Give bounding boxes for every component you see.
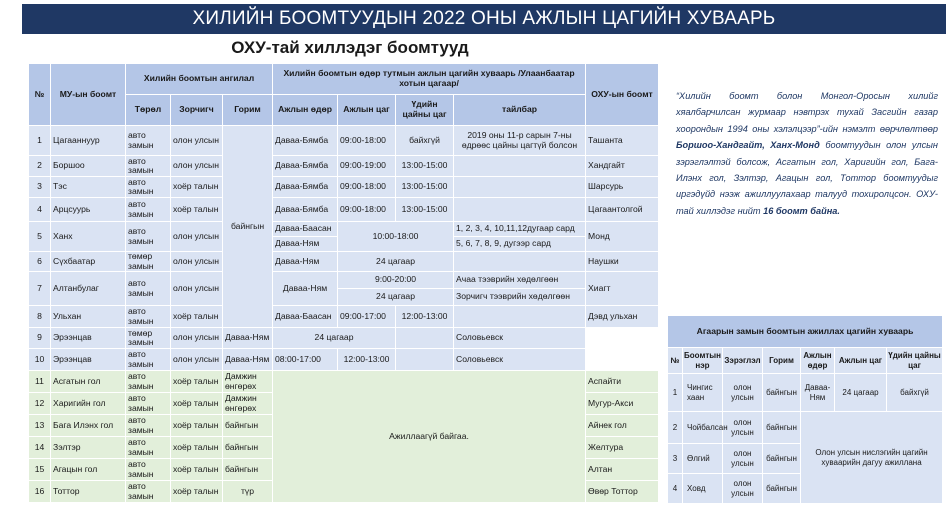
air-row-lunch: байхгүй <box>887 374 943 412</box>
row-days: Даваа-Бямба <box>273 198 338 222</box>
row-port: Агацын гол <box>51 459 126 481</box>
row-russia-port: Соловьевск <box>454 349 586 371</box>
row-russia-port: Өвөр Тоттор <box>586 481 659 503</box>
row-type: авто замын <box>126 415 171 437</box>
row-hours: 09:00-17:00 <box>338 306 396 328</box>
row-note <box>454 177 586 198</box>
table-row <box>29 156 659 177</box>
row-no: 3 <box>29 177 51 198</box>
header-work-days: Ажлын өдөр <box>273 95 338 126</box>
table-row <box>29 328 659 349</box>
row-hours: 09:00-18:00 <box>338 198 396 222</box>
row-note <box>454 198 586 222</box>
description-text: “Хилийн боомт болон Монгол-Оросын хилийг хяалбарчилсан журмаар нэвтрэх тухай Засгийн газар хоорондын 1994 оны хэлэлцээр”-ийн нэмэлт өөрчлөлтөөр <box>676 91 938 134</box>
row-note <box>454 306 586 328</box>
row-regime: Дамжин өнгөрөх <box>223 371 273 393</box>
row-no: 4 <box>29 198 51 222</box>
description-bold-total: 16 боомт байна. <box>763 205 840 216</box>
row-traffic: олон улсын <box>171 349 223 371</box>
row-regime: Дамжин өнгөрөх <box>223 393 273 415</box>
row-traffic: олон улсын <box>171 222 223 252</box>
row-days: Даваа-Ням <box>273 237 338 252</box>
row-type: авто замын <box>126 371 171 393</box>
air-row-no: 3 <box>668 444 683 474</box>
row-type: авто замын <box>126 306 171 328</box>
row-traffic: олон улсын <box>171 272 223 306</box>
row-days: Даваа-Ням <box>223 349 273 371</box>
air-row-traffic: олон улсын <box>723 412 763 444</box>
row-type: төмөр замын <box>126 328 171 349</box>
row-days: Даваа-Ням <box>223 328 273 349</box>
header-note: тайлбар <box>454 95 586 126</box>
row-lunch: 13:00-15:00 <box>396 156 454 177</box>
row-traffic: хоёр талын <box>171 198 223 222</box>
row-lunch: 12:00-13:00 <box>396 306 454 328</box>
row-type: төмөр замын <box>126 252 171 272</box>
row-hours: 09:00-18:00 <box>338 126 396 156</box>
row-lunch: 13:00-15:00 <box>396 177 454 198</box>
row-type: авто замын <box>126 156 171 177</box>
section-subtitle: ОХУ-тай хиллэдэг боомтууд <box>231 38 469 57</box>
row-port: Эрээнцав <box>51 328 126 349</box>
row-lunch: байхгүй <box>396 126 454 156</box>
row-russia-port: Шарсурь <box>586 177 659 198</box>
row-days: Даваа-Ням <box>273 252 338 272</box>
row-port: Арцсуурь <box>51 198 126 222</box>
air-header-hours: Ажлын цаг <box>835 348 887 374</box>
row-days: Даваа-Бямба <box>273 126 338 156</box>
row-traffic: олон улсын <box>171 328 223 349</box>
row-port: Боршоо <box>51 156 126 177</box>
row-note <box>454 156 586 177</box>
row-hours: 24 цагаар <box>338 289 454 306</box>
row-type: авто замын <box>126 459 171 481</box>
row-regime: түр <box>223 481 273 503</box>
row-port: Асгатын гол <box>51 371 126 393</box>
row-no: 7 <box>29 272 51 306</box>
row-type: авто замын <box>126 272 171 306</box>
row-days: Даваа-Бямба <box>273 177 338 198</box>
row-traffic: олон улсын <box>171 252 223 272</box>
air-row-traffic: олон улсын <box>723 374 763 412</box>
row-no: 9 <box>29 328 51 349</box>
row-no: 11 <box>29 371 51 393</box>
row-no: 1 <box>29 126 51 156</box>
air-header-name: Боомтын нэр <box>683 348 723 374</box>
air-row-name: Өлгий <box>683 444 723 474</box>
row-type: авто замын <box>126 126 171 156</box>
air-table-title-row <box>668 316 943 348</box>
row-note: Ачаа тээврийн хөдөлгөөн <box>454 272 586 289</box>
row-hours: 08:00-17:00 <box>273 349 338 371</box>
row-traffic: хоёр талын <box>171 371 223 393</box>
air-table-title: Агаарын замын боомтын ажиллах цагийн хуваарь <box>668 316 943 348</box>
air-row-days: Даваа-Ням <box>801 374 835 412</box>
row-hours: 9:00-20:00 <box>338 272 454 289</box>
table-row <box>29 222 659 237</box>
row-russia-port: Мугур-Акси <box>586 393 659 415</box>
row-hours: 09:00-19:00 <box>338 156 396 177</box>
row-no: 2 <box>29 156 51 177</box>
russia-ports-table <box>28 63 659 503</box>
air-header-no: № <box>668 348 683 374</box>
row-type: авто замын <box>126 349 171 371</box>
row-port: Бага Илэнх гол <box>51 415 126 437</box>
row-traffic: хоёр талын <box>171 481 223 503</box>
row-type: авто замын <box>126 437 171 459</box>
air-row-hours: 24 цагаар <box>835 374 887 412</box>
air-row-regime: байнгын <box>763 412 801 444</box>
air-row-no: 4 <box>668 474 683 504</box>
header-port: МУ-ын боомт <box>51 64 126 126</box>
page-banner-title: ХИЛИЙН БООМТУУДЫН 2022 ОНЫ АЖЛЫН ЦАГИЙН ХУВААРЬ <box>22 4 946 34</box>
row-hours: 24 цагаар <box>338 252 454 272</box>
row-port: Ханх <box>51 222 126 252</box>
row-traffic: хоёр талын <box>171 437 223 459</box>
air-row-regime: байнгын <box>763 474 801 504</box>
table-header-row <box>29 64 659 95</box>
header-group-schedule: Хилийн боомтын өдөр тутмын ажлын цагийн хуваарь /Улаанбаатар хотын цагаар/ <box>273 64 586 95</box>
header-group-class: Хилийн боомтын ангилал <box>126 64 273 95</box>
row-hours: 24 цагаар <box>273 328 396 349</box>
row-no: 14 <box>29 437 51 459</box>
header-traffic: Зорчигч <box>171 95 223 126</box>
row-days: Даваа-Баасан <box>273 222 338 237</box>
air-row-name: Ховд <box>683 474 723 504</box>
row-russia-port: Желтура <box>586 437 659 459</box>
table-row <box>29 371 659 393</box>
header-type: Төрөл <box>126 95 171 126</box>
air-row-no: 2 <box>668 412 683 444</box>
row-russia-port: Соловьевск <box>454 328 586 349</box>
description-text: боомтуудын олон улсын зэрэглэлтэй болсож, Асгатын гол, Харигийн гол, Бага-Илэнх гол, Зэлтэр, Агацын гол, Тоттор боомтуудыг иргэдүйд нээж ажиллуулахаар талууд тохиролцсон. ОХУ-тай хиллэдэг нийт <box>676 140 938 216</box>
description-bold-ports: Боршоо-Хандгайт, Ханх-Монд <box>676 140 820 151</box>
row-russia-port: Ташанта <box>586 126 659 156</box>
row-regime: байнгын <box>223 415 273 437</box>
description-paragraph <box>676 88 938 219</box>
row-russia-port: Хиагт <box>586 272 659 306</box>
row-port: Харигийн гол <box>51 393 126 415</box>
table-row <box>29 126 659 156</box>
row-traffic: хоёр талын <box>171 177 223 198</box>
air-header-lunch: Үдийн цайны цаг <box>887 348 943 374</box>
air-merged-note: Олон улсын нислэгийн цагийн хуваарийн дагуу ажиллана <box>801 412 943 504</box>
row-russia-port: Цагаантолгой <box>586 198 659 222</box>
row-regime: байнгын <box>223 459 273 481</box>
row-regime: байнгын <box>223 437 273 459</box>
row-lunch: 13:00-15:00 <box>396 198 454 222</box>
row-russia-port: Аспайти <box>586 371 659 393</box>
air-table-row <box>668 412 943 444</box>
row-traffic: хоёр талын <box>171 415 223 437</box>
row-traffic: хоёр талын <box>171 393 223 415</box>
air-row-regime: байнгын <box>763 444 801 474</box>
row-traffic: олон улсын <box>171 156 223 177</box>
row-port: Ульхан <box>51 306 126 328</box>
row-lunch: 12:00-13:00 <box>338 349 396 371</box>
row-port: Цагааннуур <box>51 126 126 156</box>
row-note: Зорчигч тээврийн хөдөлгөөн <box>454 289 586 306</box>
row-port: Зэлтэр <box>51 437 126 459</box>
header-work-hours: Ажлын цаг <box>338 95 396 126</box>
row-port: Сүхбаатар <box>51 252 126 272</box>
air-header-traffic: Зэрэглэл <box>723 348 763 374</box>
air-row-traffic: олон улсын <box>723 474 763 504</box>
row-type: авто замын <box>126 198 171 222</box>
row-no: 12 <box>29 393 51 415</box>
row-no: 13 <box>29 415 51 437</box>
air-table-header-row <box>668 348 943 374</box>
row-no: 16 <box>29 481 51 503</box>
row-no: 15 <box>29 459 51 481</box>
row-type: авто замын <box>126 177 171 198</box>
air-row-regime: байнгын <box>763 374 801 412</box>
row-type: авто замын <box>126 481 171 503</box>
row-russia-port: Алтан <box>586 459 659 481</box>
row-port: Тоттор <box>51 481 126 503</box>
row-port: Эрээнцав <box>51 349 126 371</box>
table-row <box>29 349 659 371</box>
air-header-days: Ажлын өдөр <box>801 348 835 374</box>
air-row-traffic: олон улсын <box>723 444 763 474</box>
header-no: № <box>29 64 51 126</box>
row-russia-port: Хандгайт <box>586 156 659 177</box>
row-type: авто замын <box>126 222 171 252</box>
air-row-name: Чойбалсан <box>683 412 723 444</box>
row-note: 5, 6, 7, 8, 9, дугээр сард <box>454 237 586 252</box>
row-days: Даваа-Бямба <box>273 156 338 177</box>
row-no: 10 <box>29 349 51 371</box>
header-russia-port: ОХУ-ын боомт <box>586 64 659 126</box>
not-working-cell: Ажиллаагүй байгаа. <box>273 371 586 503</box>
row-russia-port: Наушки <box>586 252 659 272</box>
table-row <box>29 272 659 289</box>
row-port: Тэс <box>51 177 126 198</box>
row-note: 1, 2, 3, 4, 10,11,12дугаар сард <box>454 222 586 237</box>
row-days: Даваа-Баасан <box>273 306 338 328</box>
row-no: 5 <box>29 222 51 252</box>
row-russia-port: Айнек гол <box>586 415 659 437</box>
table-row <box>29 177 659 198</box>
air-header-regime: Горим <box>763 348 801 374</box>
row-days: Даваа-Ням <box>273 272 338 306</box>
regime-merged-cell: байнгын <box>223 126 273 328</box>
row-no: 8 <box>29 306 51 328</box>
table-row <box>29 252 659 272</box>
header-regime: Горим <box>223 95 273 126</box>
row-port: Алтанбулаг <box>51 272 126 306</box>
row-note: 2019 оны 11-р сарын 7-ны өдрөөс цайны цагтүй болсон <box>454 126 586 156</box>
table-row <box>29 198 659 222</box>
row-russia-port: Дэвд ульхан <box>586 306 659 328</box>
row-no: 6 <box>29 252 51 272</box>
row-type: авто замын <box>126 393 171 415</box>
air-table-row <box>668 374 943 412</box>
air-ports-table <box>667 315 943 504</box>
row-traffic: олон улсын <box>171 126 223 156</box>
table-row <box>29 306 659 328</box>
row-russia-port: Монд <box>586 222 659 252</box>
header-lunch: Үдийн цайны цаг <box>396 95 454 126</box>
air-row-name: Чингис хаан <box>683 374 723 412</box>
row-note <box>396 349 454 371</box>
row-hours: 09:00-18:00 <box>338 177 396 198</box>
row-traffic: хоёр талын <box>171 306 223 328</box>
air-row-no: 1 <box>668 374 683 412</box>
row-hours: 10:00-18:00 <box>338 222 454 252</box>
row-traffic: хоёр талын <box>171 459 223 481</box>
